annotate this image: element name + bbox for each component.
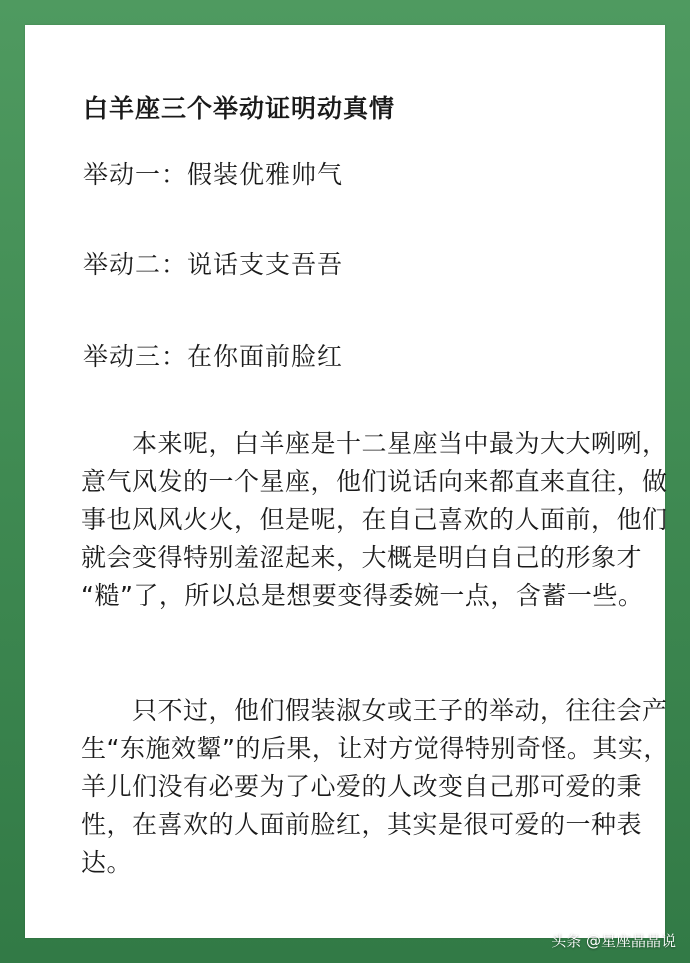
paragraph-one-line: “糙”了，所以总是想要变得委婉一点，含蓄一些。 xyxy=(81,581,644,610)
paragraph-one-line: 意气风发的一个星座，他们说话向来都直来直往，做 xyxy=(81,467,668,496)
paragraph-two-line: 只不过，他们假装淑女或王子的举动，往往会产 xyxy=(81,696,668,725)
paragraph-one-line: 事也风风火火，但是呢，在自己喜欢的人面前，他们 xyxy=(81,505,668,534)
paragraph-two xyxy=(81,692,669,882)
action-three: 举动三：在你面前脸红 xyxy=(83,342,344,371)
paragraph-one-line: 就会变得特别羞涩起来，大概是明白自己的形象才 xyxy=(81,543,643,572)
action-one: 举动一：假装优雅帅气 xyxy=(83,160,344,189)
article-card xyxy=(25,25,669,938)
action-two: 举动二：说话支支吾吾 xyxy=(83,250,344,279)
paragraph-two-line: 达。 xyxy=(81,848,133,877)
paragraph-two-line: 生“东施效颦”的后果，让对方觉得特别奇怪。其实， xyxy=(81,734,669,763)
paragraph-two-line: 羊儿们没有必要为了心爱的人改变自己那可爱的秉 xyxy=(81,772,643,801)
article-title: 白羊座三个举动证明动真情 xyxy=(83,94,396,123)
paragraph-one xyxy=(81,425,666,615)
paragraph-two-line: 性，在喜欢的人面前脸红，其实是很可爱的一种表 xyxy=(81,810,643,839)
source-watermark: 头条 @星座晶晶说 xyxy=(551,932,676,950)
paragraph-one-line: 本来呢，白羊座是十二星座当中最为大大咧咧， xyxy=(81,429,668,458)
